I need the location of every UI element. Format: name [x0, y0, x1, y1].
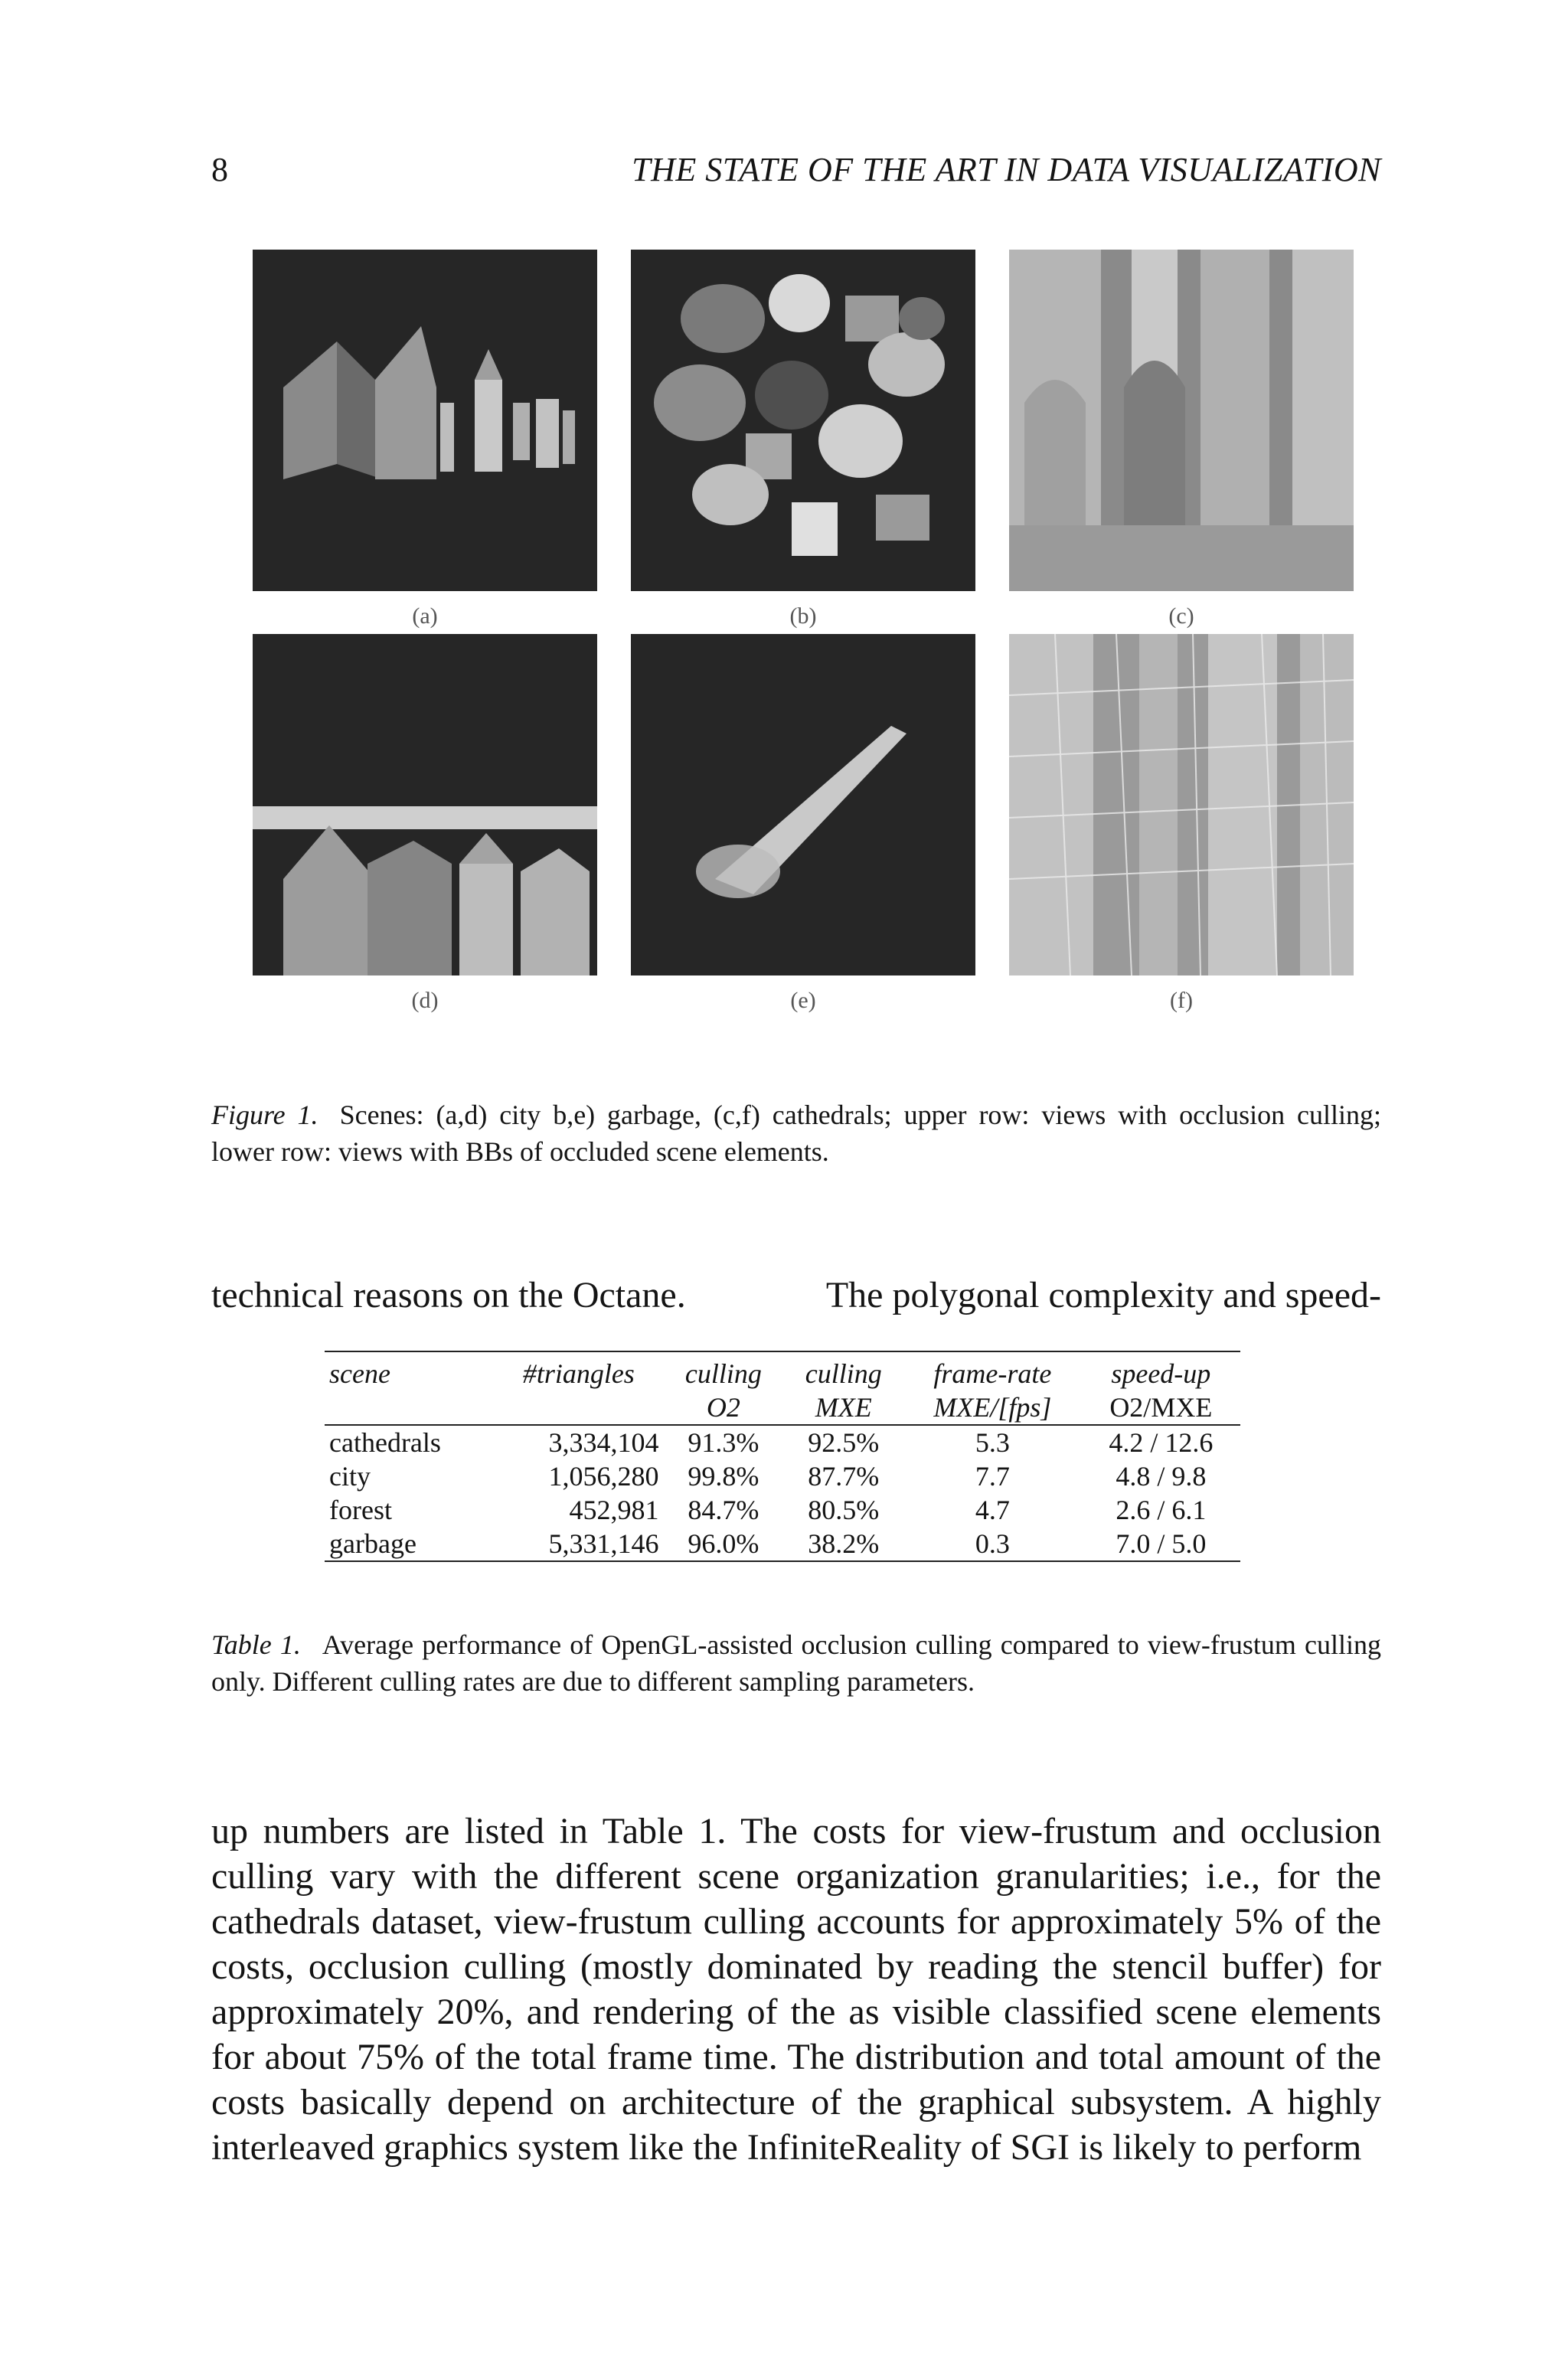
body-paragraph: up numbers are listed in Table 1. The costs for view-frustum and occlusion culling vary with the different scene organization granularities; i.e., for the cathedrals dataset, view-frustum culling accounts for approximately 5% of the costs, occlusion culling (mostly dominated by reading the stencil buffer) for approximately 20%, and rendering of the as visible classified scene elements for about 75% of the total frame time. The distribution and total amount of the costs basically depend on architecture of the graphical subsystem. A highly interleaved graphics system like the InfiniteReality of SGI is likely to perform [211, 1811, 1381, 2168]
panel-f-cathedral-image [1009, 634, 1354, 975]
table-cell: 4.7 [975, 1495, 1010, 1525]
page-number: 8 [211, 151, 228, 188]
table-cell: 452,981 [569, 1495, 659, 1525]
table-cell: 7.7 [975, 1461, 1010, 1492]
table-caption [211, 1626, 1381, 1700]
table-header-row [325, 1351, 1240, 1390]
table-cell: 0.3 [903, 1527, 1082, 1561]
table-cell: 80.5% [808, 1495, 880, 1525]
table-row [325, 1459, 1240, 1493]
panel-label-e: (e) [790, 988, 816, 1013]
table-header-cell: culling [783, 1351, 903, 1390]
table-cell: 87.7% [808, 1461, 880, 1492]
table-cell: cathedrals [329, 1427, 441, 1458]
panel-c-cathedral-image [1009, 250, 1354, 591]
panel-label-c: (c) [1168, 603, 1194, 629]
figure-caption-lead: Figure 1. [211, 1100, 318, 1130]
table-cell: 1,056,280 [548, 1461, 659, 1492]
table-caption-text: Average performance of OpenGL-assisted occlusion culling compared to view-frustum culling only. Different culling rates are due to different sampling parameters. [211, 1629, 1381, 1697]
table-cell: 7.0 / 5.0 [1082, 1527, 1240, 1561]
table-header-cell: #triangles [494, 1351, 663, 1390]
table-cell: 99.8% [688, 1461, 760, 1492]
panel-label-f: (f) [1170, 988, 1193, 1013]
table-row [325, 1527, 1240, 1561]
table-header-cell [325, 1390, 494, 1425]
panel-d-city-image [253, 634, 597, 975]
body-line-1-right: The polygonal complexity and speed- [825, 1275, 1381, 1315]
table-cell: 4.2 / 12.6 [1109, 1427, 1214, 1458]
table-header-cell: scene [325, 1351, 494, 1390]
table-caption-lead: Table 1. [211, 1629, 301, 1660]
performance-table [325, 1351, 1240, 1562]
panel-e-garbage-image [631, 634, 975, 975]
panel-label-d: (d) [411, 988, 439, 1013]
table-header-cell: O2 [663, 1390, 783, 1425]
table-cell: 5,331,146 [494, 1527, 663, 1561]
panel-a-city-image [253, 250, 597, 591]
table-subheader-row [325, 1390, 1240, 1425]
table-header-cell: speed-up [1082, 1351, 1240, 1390]
table-row [325, 1425, 1240, 1459]
body-line-1-left: technical reasons on the Octane. [211, 1275, 686, 1315]
table-row [325, 1493, 1240, 1527]
figure-caption [211, 1096, 1381, 1170]
table-cell: 3,334,104 [548, 1427, 659, 1458]
table-header-cell: MXE [783, 1390, 903, 1425]
table-cell: 5.3 [975, 1427, 1010, 1458]
page-header [211, 150, 1381, 196]
table-cell: forest [329, 1495, 392, 1525]
table-cell: 84.7% [688, 1495, 760, 1525]
table-cell: 96.0% [663, 1527, 783, 1561]
table-cell: 38.2% [783, 1527, 903, 1561]
table-header-cell: O2/MXE [1082, 1390, 1240, 1425]
table-cell: 2.6 / 6.1 [1116, 1495, 1207, 1525]
panel-label-a: (a) [412, 603, 438, 629]
table-header-cell: MXE/[fps] [903, 1390, 1082, 1425]
table-cell: garbage [325, 1527, 494, 1561]
table-header-cell: culling [663, 1351, 783, 1390]
table-cell: city [329, 1461, 371, 1492]
panel-label-b: (b) [789, 603, 817, 629]
panel-b-garbage-image [631, 250, 975, 591]
table-header-cell: frame-rate [903, 1351, 1082, 1390]
table-cell: 92.5% [808, 1427, 880, 1458]
figure-caption-text: Scenes: (a,d) city b,e) garbage, (c,f) cathedrals; upper row: views with occlusion culling; lower row: views with BBs of occluded scene elements. [211, 1100, 1381, 1167]
table-header-cell [494, 1390, 663, 1425]
table-cell: 4.8 / 9.8 [1116, 1461, 1207, 1492]
table-cell: 91.3% [688, 1427, 760, 1458]
running-title: THE STATE OF THE ART IN DATA VISUALIZATION [632, 151, 1381, 188]
